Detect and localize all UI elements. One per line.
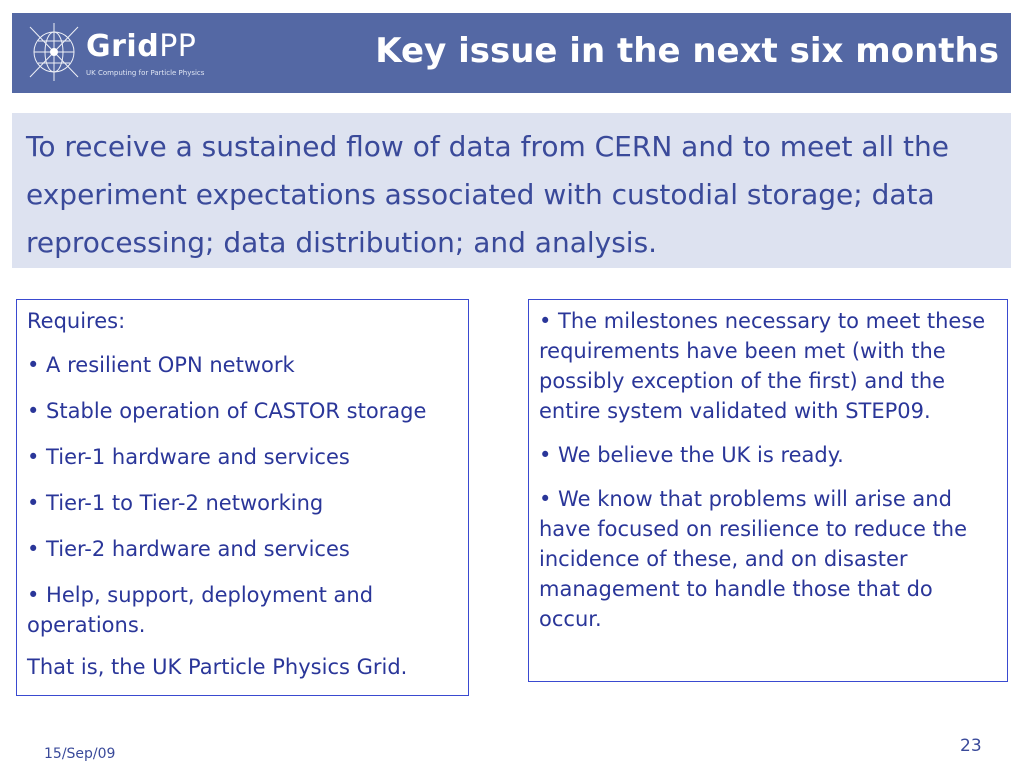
- footer-date: 15/Sep/09: [44, 746, 116, 762]
- requirements-closing: That is, the UK Particle Physics Grid.: [27, 655, 408, 679]
- requirements-panel: [16, 299, 469, 696]
- status-item: • We believe the UK is ready.: [539, 443, 844, 467]
- requirements-heading: Requires:: [27, 309, 126, 333]
- intro-text: To receive a sustained flow of data from CERN and to meet all the experiment expectations associated with custodial storage; data reprocessing; data distribution; and analysis.: [26, 130, 949, 259]
- status-panel: [528, 299, 1008, 682]
- requirement-item: • Tier-1 to Tier-2 networking: [27, 491, 324, 515]
- status-item: • The milestones necessary to meet these requirements have been met (with the possibly exception of the first) and the entire system validated with STEP09.: [539, 309, 986, 423]
- logo-wordmark: [86, 29, 196, 64]
- grid-globe-icon: [28, 21, 80, 83]
- status-item: • We know that problems will arise and have focused on resilience to reduce the incidence of these, and on disaster management to handle those that do occur.: [539, 487, 967, 631]
- logo-tagline: UK Computing for Particle Physics: [86, 69, 205, 77]
- requirement-item: • Help, support, deployment and operations.: [27, 583, 374, 637]
- slide-title: Key issue in the next six months: [375, 31, 999, 71]
- requirement-item: • Tier-2 hardware and services: [27, 537, 350, 561]
- requirement-item: • Stable operation of CASTOR storage: [27, 399, 427, 423]
- intro-box: [12, 113, 1011, 268]
- page-number: 23: [960, 736, 982, 756]
- gridpp-logo: [28, 19, 243, 87]
- logo-brand-bold: Grid: [86, 29, 160, 64]
- header-bar: [12, 13, 1011, 93]
- requirement-item: • A resilient OPN network: [27, 353, 295, 377]
- logo-brand-light: PP: [159, 29, 197, 64]
- requirement-item: • Tier-1 hardware and services: [27, 445, 350, 469]
